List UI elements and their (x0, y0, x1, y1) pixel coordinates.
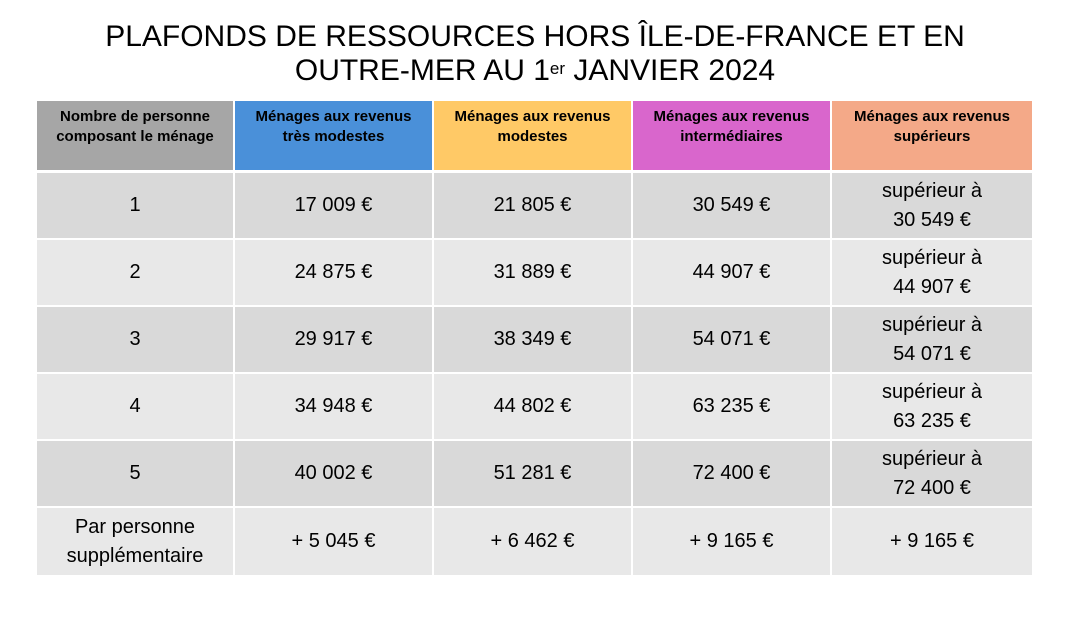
cell-persons: 3 (37, 307, 235, 374)
table-row (37, 240, 1032, 307)
cell-higher (832, 307, 1032, 374)
title-line-2 (0, 54, 1070, 88)
cell-intermediate: 63 235 € (633, 374, 832, 441)
cell-modest: 51 281 € (434, 441, 633, 508)
cell-higher (832, 441, 1032, 508)
cell-higher-value: 54 071 € (893, 342, 971, 365)
cell-higher-value: 63 235 € (893, 409, 971, 432)
cell-higher-prefix: supérieur à (881, 246, 983, 269)
header-higher-income: Ménages aux revenus supérieurs (832, 101, 1032, 173)
cell-intermediate: + 9 165 € (633, 508, 832, 575)
cell-modest: 31 889 € (434, 240, 633, 307)
cell-higher-value: 30 549 € (893, 208, 971, 231)
cell-very-modest: 40 002 € (235, 441, 434, 508)
title-line-2-end: JANVIER 2024 (565, 54, 776, 87)
cell-modest: 44 802 € (434, 374, 633, 441)
income-ceiling-table (37, 101, 1032, 575)
cell-persons: 1 (37, 173, 235, 240)
cell-modest: 21 805 € (434, 173, 633, 240)
cell-very-modest: + 5 045 € (235, 508, 434, 575)
page-title (0, 20, 1070, 88)
cell-higher-prefix: supérieur à (881, 179, 983, 202)
cell-intermediate: 30 549 € (633, 173, 832, 240)
cell-very-modest: 34 948 € (235, 374, 434, 441)
cell-persons: 2 (37, 240, 235, 307)
table-row (37, 374, 1032, 441)
cell-extra-person-label (37, 508, 235, 575)
cell-higher-value: 72 400 € (893, 476, 971, 499)
cell-persons: 4 (37, 374, 235, 441)
cell-modest: 38 349 € (434, 307, 633, 374)
cell-very-modest: 24 875 € (235, 240, 434, 307)
cell-higher (832, 374, 1032, 441)
cell-higher-prefix: supérieur à (881, 380, 983, 403)
extra-label-line-2: supplémentaire (66, 544, 204, 567)
cell-persons: 5 (37, 441, 235, 508)
title-line-1: PLAFONDS DE RESSOURCES HORS ÎLE-DE-FRANCE ET EN (105, 20, 965, 53)
table-row (37, 307, 1032, 374)
header-household-size: Nombre de personne composant le ménage (37, 101, 235, 173)
cell-very-modest: 29 917 € (235, 307, 434, 374)
header-very-modest-income: Ménages aux revenus très modestes (235, 101, 434, 173)
table-row-extra-person (37, 508, 1032, 575)
title-ordinal-suffix: er (549, 59, 566, 78)
cell-intermediate: 72 400 € (633, 441, 832, 508)
header-modest-income: Ménages aux revenus modestes (434, 101, 633, 173)
header-row (37, 101, 1032, 173)
cell-higher-value: 44 907 € (893, 275, 971, 298)
cell-intermediate: 44 907 € (633, 240, 832, 307)
table-row (37, 173, 1032, 240)
cell-higher: + 9 165 € (832, 508, 1032, 575)
cell-intermediate: 54 071 € (633, 307, 832, 374)
cell-higher-prefix: supérieur à (881, 447, 983, 470)
title-line-2-start: OUTRE-MER AU 1 (294, 54, 550, 87)
table-row (37, 441, 1032, 508)
header-intermediate-income: Ménages aux revenus intermédiaires (633, 101, 832, 173)
cell-higher (832, 240, 1032, 307)
cell-very-modest: 17 009 € (235, 173, 434, 240)
cell-higher-prefix: supérieur à (881, 313, 983, 336)
cell-higher (832, 173, 1032, 240)
table-body (37, 173, 1032, 575)
extra-label-line-1: Par personne (74, 515, 196, 538)
table-header (37, 101, 1032, 173)
cell-modest: + 6 462 € (434, 508, 633, 575)
